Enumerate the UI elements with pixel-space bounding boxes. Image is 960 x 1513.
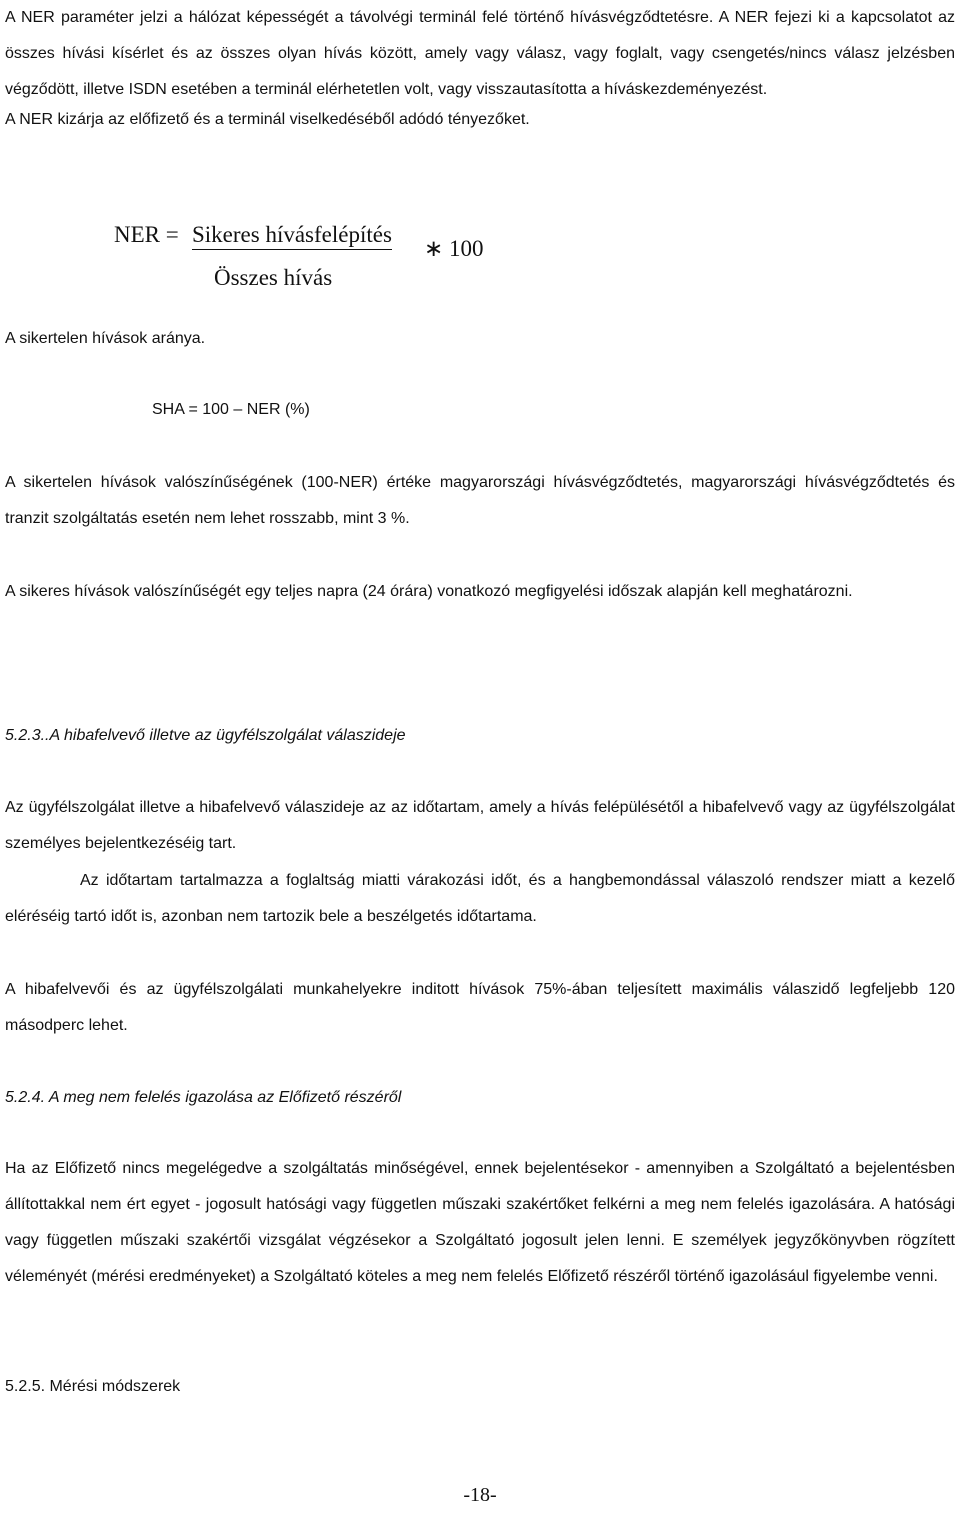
section-heading-5-2-4: 5.2.4. A meg nem felelés igazolása az Előfizető részéről: [5, 1089, 402, 1106]
paragraph-failed-calls-ratio: A sikertelen hívások aránya.: [5, 330, 206, 347]
paragraph-response-time-content: Az időtartam tartalmazza a foglaltság miatti várakozási időt, és a hangbemondással válaszoló rendszer miatt a kezelő eléréséig tartó időt is, azonban nem tartozik bele a beszélgetés időtartama.: [5, 872, 955, 925]
paragraph-ner-definition: A NER paraméter jelzi a hálózat képességét a távolvégi terminál felé történő hívásvégződtetésre. A NER fejezi ki a kapcsolatot az összes hívási kísérlet és az összes olyan hívás között, amely vagy válasz, vagy foglalt, vagy csengetés/nincs válasz jelzésben végződött, illetve ISDN esetében a terminál elérhetetlen volt, vagy visszautasította a híváskezdeményezést.: [5, 9, 955, 98]
formula-multiplier: ∗ 100: [424, 236, 484, 261]
formula-numerator: Sikeres hívásfelépítés: [192, 222, 392, 250]
formula-denominator: Összes hívás: [214, 265, 333, 290]
formula-lhs: NER =: [114, 222, 179, 247]
paragraph-observation-period: A sikeres hívások valószínűségét egy teljes napra (24 órára) vonatkozó megfigyelési időszak alapján kell meghatározni.: [5, 583, 853, 600]
paragraph-response-time-definition: Az ügyfélszolgálat illetve a hibafelvevő válaszideje az az időtartam, amely a hívás felépülésétől a hibafelvevő vagy az ügyfélszolgálat személyes bejelentkezéséig tart.: [5, 799, 955, 852]
ner-formula: [114, 218, 514, 298]
section-heading-5-2-3: 5.2.3..A hibafelvevő illetve az ügyfélszolgálat válaszideje: [5, 727, 406, 744]
paragraph-non-compliance: Ha az Előfizető nincs megelégedve a szolgáltatás minőségével, ennek bejelentésekor - amennyiben a Szolgáltató a bejelentésben állítottakkal nem ért egyet - jogosult hatósági vagy független műszaki szakértőket felkérni a meg nem felelés igazolására. A hatósági vagy független műszaki szakértői vizsgálat végzésekor a Szolgáltató jogosult jelen lenni. E személyek jegyzőkönyvben rögzített véleményét (mérési eredményeket) a Szolgáltató köteles a meg nem felelés Előfizető részéről történő igazolásául figyelembe venni.: [5, 1160, 955, 1285]
page-number: -18-: [463, 1484, 497, 1506]
paragraph-response-time-limit: A hibafelvevői és az ügyfélszolgálati munkahelyekre inditott hívások 75%-ában teljesített maximális válaszidő legfeljebb 120 másodperc lehet.: [5, 981, 955, 1034]
paragraph-ner-exclusion: A NER kizárja az előfizető és a terminál viselkedéséből adódó tényezőket.: [5, 111, 530, 128]
section-heading-5-2-5: 5.2.5. Mérési módszerek: [5, 1378, 181, 1395]
sha-formula: SHA = 100 – NER (%): [152, 401, 310, 418]
paragraph-failed-calls-limit: A sikertelen hívások valószínűségének (100-NER) értéke magyarországi hívásvégződtetés, magyarországi hívásvégződtetés és tranzit szolgáltatás esetén nem lehet rosszabb, mint 3 %.: [5, 474, 955, 527]
